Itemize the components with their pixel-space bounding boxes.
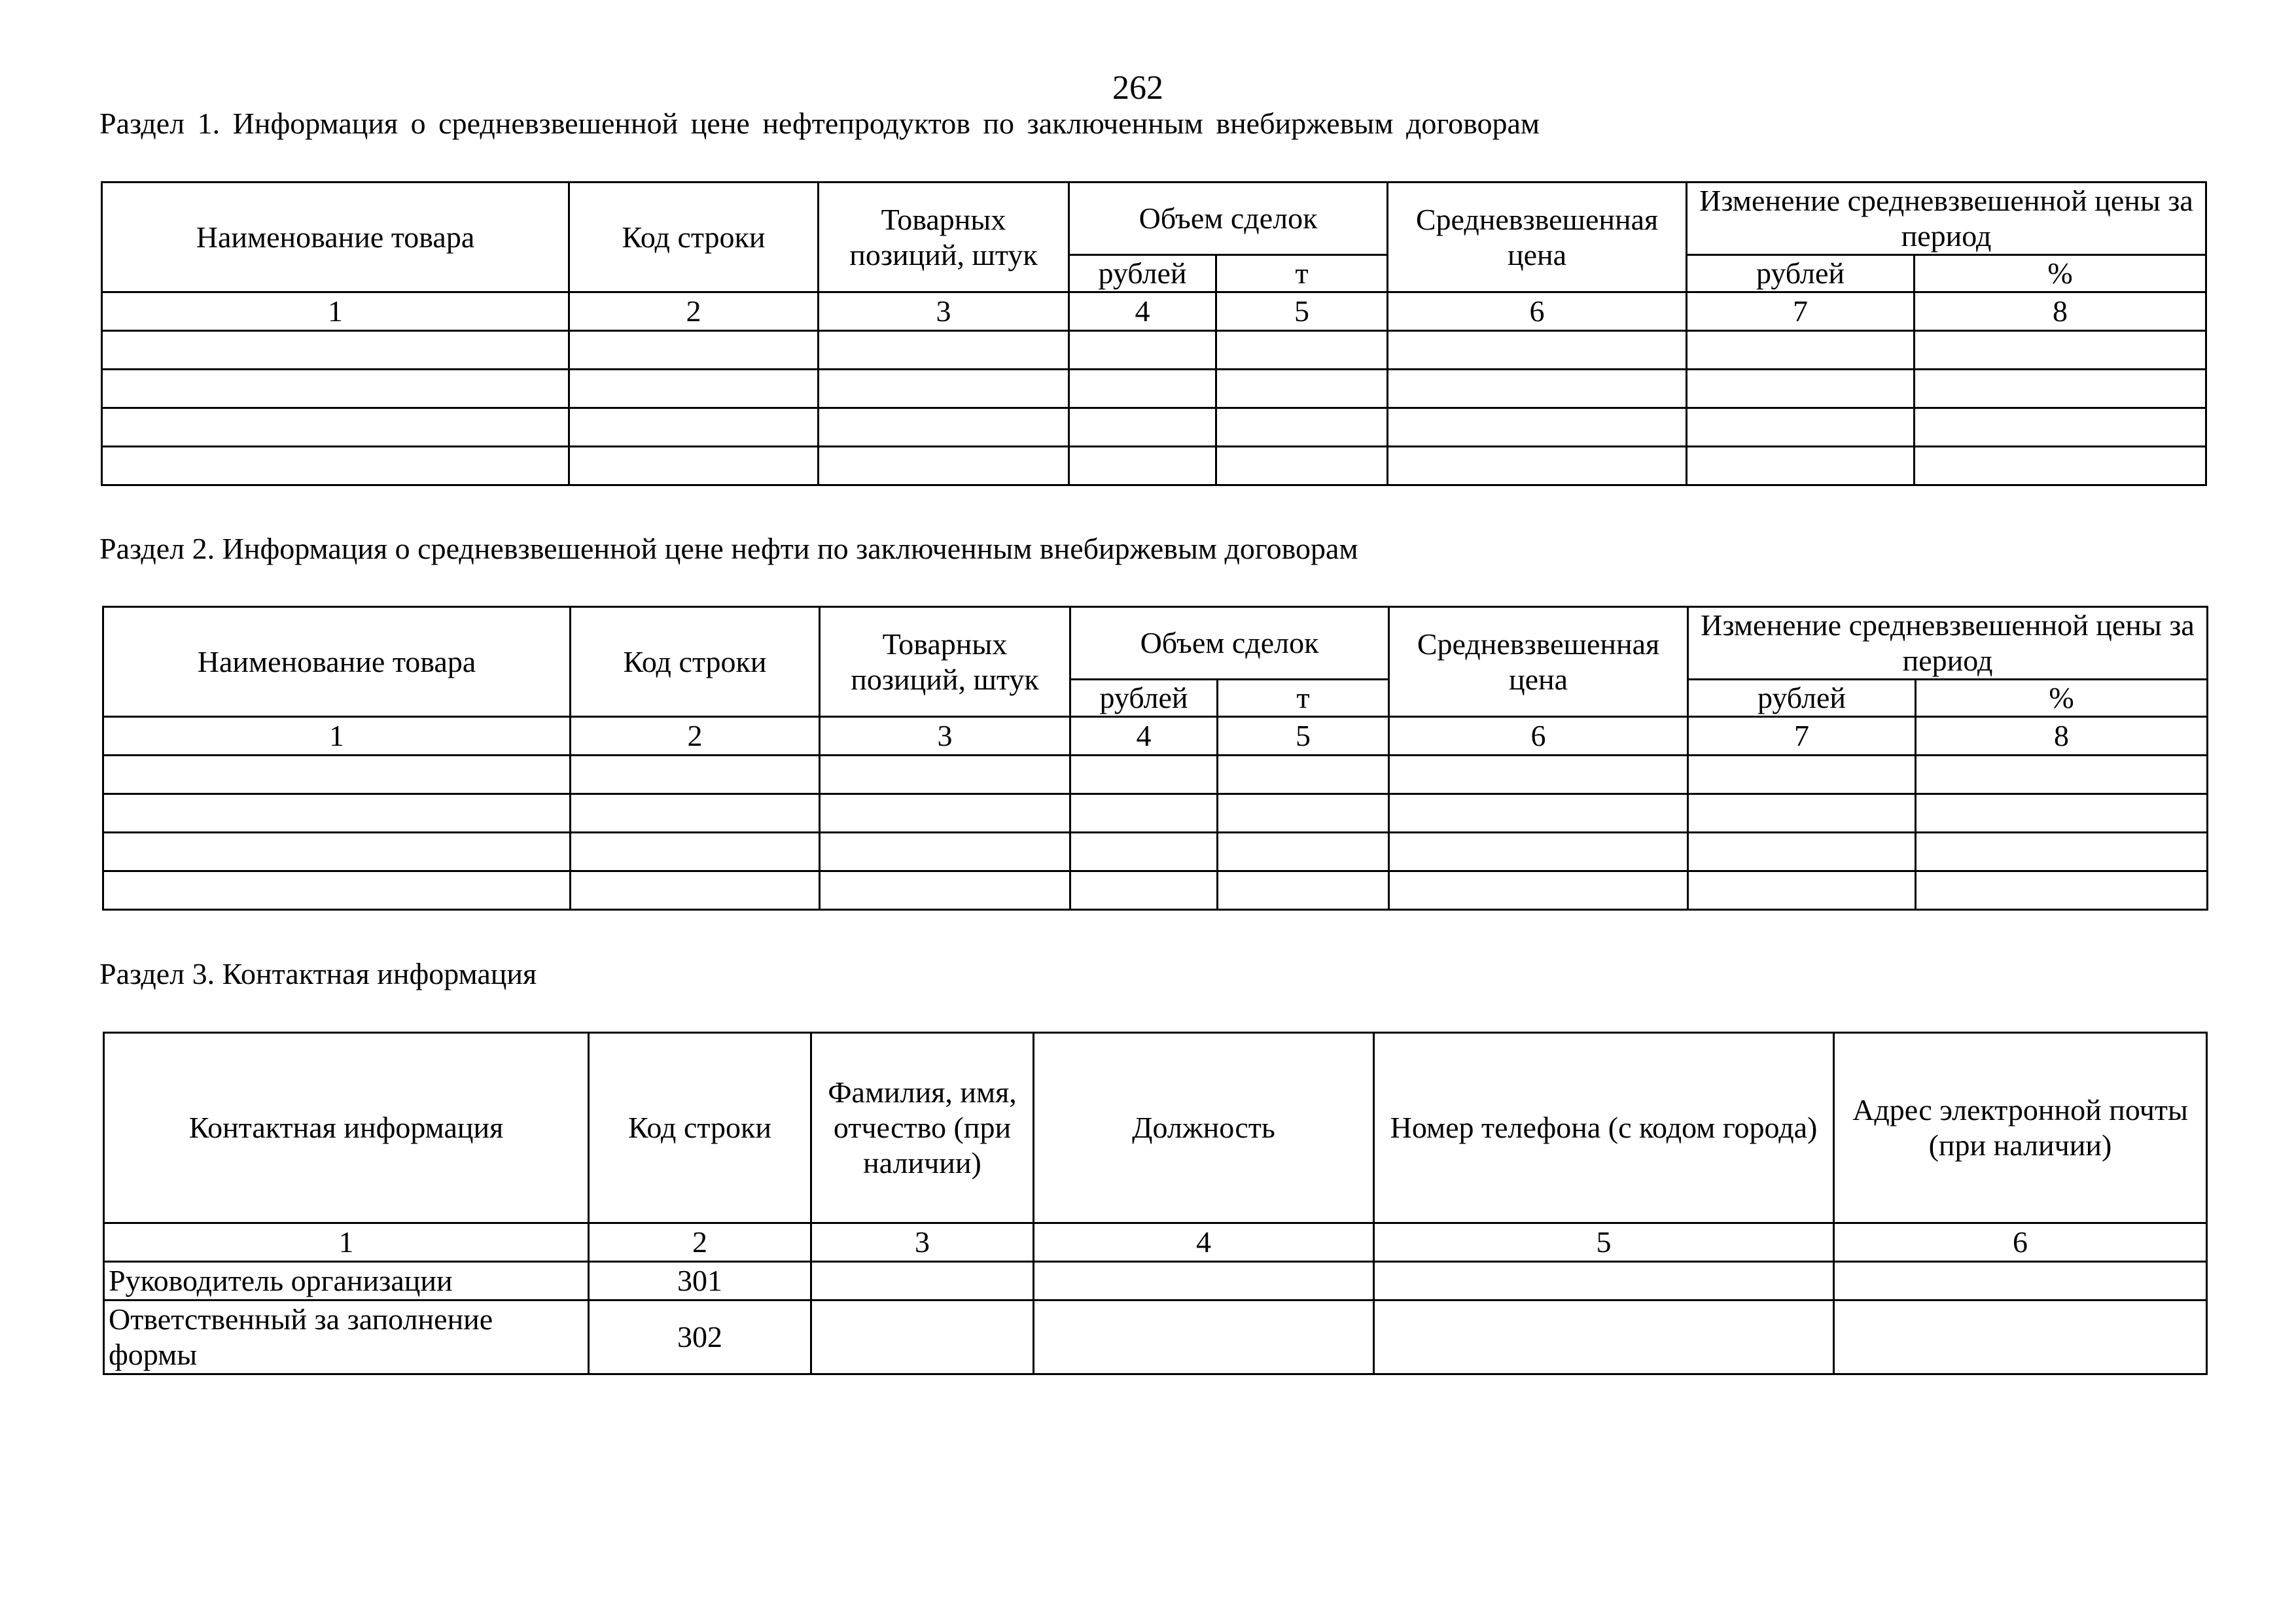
header-volume-t: т (1216, 255, 1388, 292)
header-volume-rub: рублей (1069, 255, 1216, 292)
column-number: 2 (569, 292, 819, 331)
empty-cell[interactable] (819, 408, 1069, 447)
header-position: Должность (1034, 1033, 1374, 1223)
table-row (102, 370, 2206, 408)
empty-cell[interactable] (1070, 794, 1218, 833)
empty-cell[interactable] (1687, 408, 1915, 447)
column-number: 8 (1916, 717, 2208, 756)
column-number: 4 (1070, 717, 1218, 756)
table-row (103, 756, 2208, 794)
empty-cell[interactable] (571, 871, 820, 910)
header-change: Изменение средневзвешенной цены за период (1688, 607, 2208, 680)
header-volume-t: т (1218, 680, 1389, 717)
page-number: 262 (1112, 69, 1163, 107)
empty-cell[interactable] (102, 447, 569, 485)
empty-cell[interactable] (1388, 447, 1687, 485)
empty-cell[interactable] (102, 370, 569, 408)
empty-cell[interactable] (1034, 1300, 1374, 1374)
empty-cell[interactable] (1070, 833, 1218, 871)
empty-cell[interactable] (1388, 370, 1687, 408)
header-contact: Контактная информация (104, 1033, 589, 1223)
empty-cell[interactable] (820, 794, 1070, 833)
header-phone: Номер телефона (с кодом города) (1374, 1033, 1834, 1223)
header-change-rub: рублей (1688, 680, 1916, 717)
empty-cell[interactable] (1688, 871, 1916, 910)
empty-cell[interactable] (1915, 447, 2206, 485)
empty-cell[interactable] (1069, 370, 1216, 408)
column-number-row (103, 717, 2208, 756)
empty-cell[interactable] (102, 331, 569, 370)
empty-cell[interactable] (1218, 756, 1389, 794)
column-number: 1 (104, 1223, 589, 1262)
empty-cell[interactable] (103, 871, 571, 910)
table-row (102, 408, 2206, 447)
empty-cell[interactable] (103, 833, 571, 871)
empty-cell[interactable] (103, 794, 571, 833)
column-number: 3 (819, 292, 1069, 331)
empty-cell[interactable] (571, 794, 820, 833)
empty-cell[interactable] (103, 756, 571, 794)
empty-cell[interactable] (571, 756, 820, 794)
empty-cell[interactable] (1218, 794, 1389, 833)
empty-cell[interactable] (1915, 331, 2206, 370)
empty-cell[interactable] (819, 447, 1069, 485)
header-code: Код строки (589, 1033, 811, 1223)
column-number: 1 (103, 717, 571, 756)
table-row (103, 871, 2208, 910)
column-number: 5 (1218, 717, 1389, 756)
empty-cell[interactable] (1389, 833, 1688, 871)
empty-cell[interactable] (569, 447, 819, 485)
header-change-pct: % (1915, 255, 2206, 292)
empty-cell[interactable] (1916, 794, 2208, 833)
empty-cell[interactable] (1688, 833, 1916, 871)
header-name: Наименование товара (103, 607, 571, 717)
column-number: 1 (102, 292, 569, 331)
column-number: 3 (820, 717, 1070, 756)
empty-cell[interactable] (1216, 408, 1388, 447)
empty-cell[interactable] (1218, 871, 1389, 910)
header-change: Изменение средневзвешенной цены за период (1687, 183, 2206, 255)
column-number: 6 (1389, 717, 1688, 756)
section-1-table (101, 181, 2207, 486)
empty-cell[interactable] (811, 1300, 1034, 1374)
empty-cell[interactable] (1916, 833, 2208, 871)
column-number: 7 (1687, 292, 1915, 331)
column-number-row (104, 1223, 2207, 1262)
row-label: Ответственный за заполнение формы (104, 1300, 589, 1374)
column-number: 2 (589, 1223, 811, 1262)
empty-cell[interactable] (1388, 331, 1687, 370)
column-number: 8 (1915, 292, 2206, 331)
empty-cell[interactable] (1688, 794, 1916, 833)
empty-cell[interactable] (811, 1262, 1034, 1300)
empty-cell[interactable] (1688, 756, 1916, 794)
empty-cell[interactable] (1916, 871, 2208, 910)
row-label: Руководитель организации (104, 1262, 589, 1300)
empty-cell[interactable] (1069, 408, 1216, 447)
empty-cell[interactable] (1916, 756, 2208, 794)
empty-cell[interactable] (1389, 756, 1688, 794)
empty-cell[interactable] (820, 833, 1070, 871)
empty-cell[interactable] (1216, 331, 1388, 370)
empty-cell[interactable] (1374, 1300, 1834, 1374)
header-code: Код строки (571, 607, 820, 717)
column-number: 4 (1069, 292, 1216, 331)
table-row-head-of-organization (104, 1262, 2207, 1300)
section-3-table (103, 1032, 2208, 1375)
header-avg-price: Средневзвешенная цена (1389, 607, 1688, 717)
header-change-pct: % (1916, 680, 2208, 717)
empty-cell[interactable] (1389, 871, 1688, 910)
table-row (103, 794, 2208, 833)
header-change-rub: рублей (1687, 255, 1915, 292)
empty-cell[interactable] (569, 331, 819, 370)
empty-cell[interactable] (1687, 331, 1915, 370)
header-volume-rub: рублей (1070, 680, 1218, 717)
empty-cell[interactable] (1388, 408, 1687, 447)
header-avg-price: Средневзвешенная цена (1388, 183, 1687, 292)
empty-cell[interactable] (102, 408, 569, 447)
header-fio: Фамилия, имя, отчество (при наличии) (811, 1033, 1034, 1223)
empty-cell[interactable] (569, 370, 819, 408)
empty-cell[interactable] (569, 408, 819, 447)
empty-cell[interactable] (1218, 833, 1389, 871)
empty-cell[interactable] (820, 756, 1070, 794)
empty-cell[interactable] (571, 833, 820, 871)
table-row (102, 331, 2206, 370)
empty-cell[interactable] (1070, 756, 1218, 794)
column-number: 7 (1688, 717, 1916, 756)
empty-cell[interactable] (1687, 370, 1915, 408)
table-row-responsible-person (104, 1300, 2207, 1374)
empty-cell[interactable] (1034, 1262, 1374, 1300)
section-3-title: Раздел 3. Контактная информация (99, 957, 537, 990)
column-number: 5 (1374, 1223, 1834, 1262)
empty-cell[interactable] (1915, 370, 2206, 408)
empty-cell[interactable] (819, 331, 1069, 370)
empty-cell[interactable] (1216, 447, 1388, 485)
table-row (103, 833, 2208, 871)
empty-cell[interactable] (1687, 447, 1915, 485)
section-2-table (102, 606, 2208, 911)
header-name: Наименование товара (102, 183, 569, 292)
column-number: 5 (1216, 292, 1388, 331)
section-2-title: Раздел 2. Информация о средневзвешенной цене нефти по заключенным внебиржевым договорам (99, 532, 1358, 565)
empty-cell[interactable] (1069, 447, 1216, 485)
empty-cell[interactable] (1216, 370, 1388, 408)
empty-cell[interactable] (819, 370, 1069, 408)
column-number: 4 (1034, 1223, 1374, 1262)
header-volume: Объем сделок (1069, 183, 1388, 255)
empty-cell[interactable] (1069, 331, 1216, 370)
row-code: 302 (589, 1300, 811, 1374)
row-code: 301 (589, 1262, 811, 1300)
empty-cell[interactable] (1389, 794, 1688, 833)
empty-cell[interactable] (1374, 1262, 1834, 1300)
column-number: 6 (1388, 292, 1687, 331)
section-1-title: Раздел 1. Информация о средневзвешенной цене нефтепродуктов по заключенным внебиржевым договорам (99, 107, 1540, 140)
header-email: Адрес электронной почты (при наличии) (1834, 1033, 2207, 1223)
empty-cell[interactable] (1834, 1300, 2207, 1374)
header-positions: Товарных позиций, штук (820, 607, 1070, 717)
column-number: 6 (1834, 1223, 2207, 1262)
empty-cell[interactable] (1834, 1262, 2207, 1300)
column-number-row (102, 292, 2206, 331)
column-number: 2 (571, 717, 820, 756)
empty-cell[interactable] (820, 871, 1070, 910)
empty-cell[interactable] (1070, 871, 1218, 910)
empty-cell[interactable] (1915, 408, 2206, 447)
table-row (102, 447, 2206, 485)
header-code: Код строки (569, 183, 819, 292)
column-number: 3 (811, 1223, 1034, 1262)
header-volume: Объем сделок (1070, 607, 1389, 680)
header-positions: Товарных позиций, штук (819, 183, 1069, 292)
